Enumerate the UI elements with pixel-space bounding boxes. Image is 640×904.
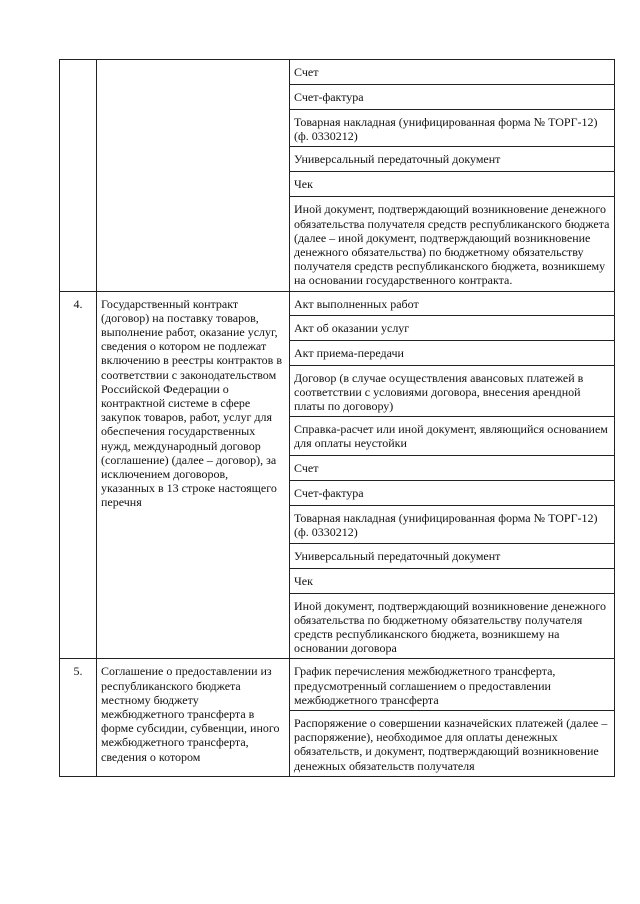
document-cell: Иной документ, подтверждающий возникновение денежного обязательства получателя средств республиканского бюджета (далее – иной документ, подтверждающий возникновение денежного обязательства) по бюджетному обязательству получателя средств республиканского бюджета, возникшему на основании государственного контракта. <box>290 197 615 291</box>
table-row <box>60 291 615 315</box>
document-cell: Чек <box>290 172 615 197</box>
document-cell: Справка-расчет или иной документ, являющийся основанием для оплаты неустойки <box>290 417 615 456</box>
row-description: Соглашение о предоставлении из республиканского бюджета местному бюджету межбюджетного трансферта в форме субсидии, субвенции, иного межбюджетного трансферта, сведения о котором <box>97 659 290 776</box>
row-description <box>97 60 290 292</box>
document-cell: Акт выполненных работ <box>290 291 615 315</box>
document-cell: Акт об оказании услуг <box>290 315 615 340</box>
document-cell: Акт приема-передачи <box>290 340 615 365</box>
document-cell: Чек <box>290 568 615 593</box>
document-cell: Договор (в случае осуществления авансовых платежей в соответствии с условиями договора, внесения арендной платы по договору) <box>290 365 615 417</box>
row-number: 4. <box>60 291 97 659</box>
document-cell: График перечисления межбюджетного трансферта, предусмотренный соглашением о предоставлении межбюджетного трансферта <box>290 659 615 711</box>
document-cell: Распоряжение о совершении казначейских платежей (далее – распоряжение), необходимое для оплаты денежных обязательств, и документ, подтверждающий возникновение денежных обязательств получателя <box>290 711 615 777</box>
document-cell: Иной документ, подтверждающий возникновение денежного обязательства по бюджетному обязательству получателя средств республиканского бюджета, возникшему на основании договора <box>290 593 615 659</box>
document-cell: Счет <box>290 456 615 481</box>
document-cell: Счет <box>290 60 615 85</box>
document-cell: Универсальный передаточный документ <box>290 543 615 568</box>
row-number: 5. <box>60 659 97 776</box>
table-row <box>60 659 615 711</box>
document-cell: Товарная накладная (унифицированная форма № ТОРГ-12) (ф. 0330212) <box>290 110 615 147</box>
document-cell: Счет-фактура <box>290 481 615 506</box>
document-cell: Универсальный передаточный документ <box>290 147 615 172</box>
document-cell: Счет-фактура <box>290 85 615 110</box>
row-number <box>60 60 97 292</box>
row-description: Государственный контракт (договор) на поставку товаров, выполнение работ, оказание услуг, сведения о котором не подлежат включению в реестры контрактов в соответствии с законодательством Российской Федерации о контрактной системе в сфере закупок товаров, работ, услуг для обеспечения государственных нужд, международный договор (соглашение) (далее – договор), за исключением договоров, указанных в 13 строке настоящего перечня <box>97 291 290 659</box>
document-cell: Товарная накладная (унифицированная форма № ТОРГ-12) (ф. 0330212) <box>290 506 615 543</box>
documents-table <box>59 59 615 777</box>
table-row <box>60 60 615 85</box>
